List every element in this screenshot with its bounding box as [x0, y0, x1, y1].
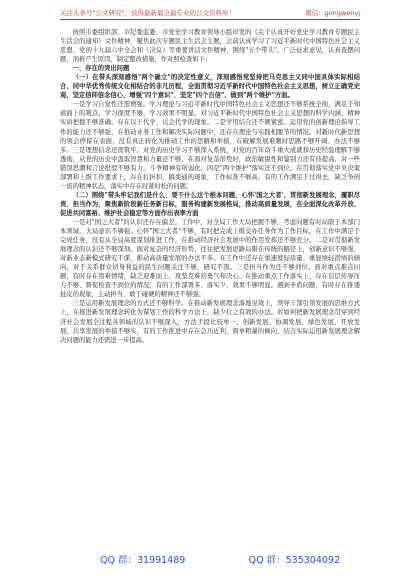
header-promo-text: 关注头条号"公文研究"，获得最新最全最专业的公文资料库！	[60, 9, 235, 17]
subsection-heading-1: （一）在带头深刻感悟"两个确立"的决定性意义，深刻感悟党坚持把马克思主义同中国具体实际相结合、同中华优秀传统文化相结合的非凡历程，全面贯彻习近平新时代中国特色社会主义思想，树立正确党史观，坚定信仰信念信心，增强"四个意识"、坚定"四个自信"、做到"两个维护"方面。	[60, 74, 360, 100]
section-heading: 一、存在的突出问题	[72, 65, 130, 73]
page-footer	[100, 552, 340, 566]
subsection-heading-2: （二）围绕"带头牢记我们是什么、要干什么这个根本问题，心怀'国之大者'，贯彻新发展理念，履职尽责、担当作为，聚焦新阶段新任务新目标，服务构建新发展格局，推动高质量发展，在全面深化改革开放、促进共同富裕、维护社会稳定等方面作出表率方面	[60, 191, 360, 217]
footer-qq-group-2: QQ 群：535304092	[248, 555, 340, 566]
page-header	[60, 8, 360, 20]
footer-qq-group-1: QQ 群：31991489	[100, 555, 186, 566]
document-body	[60, 28, 360, 345]
body-paragraph-2: 一是对"国之大者"的认识还存在偏差。工作中，对全局工作大局把握不够，考虑问题有时局限于本部门本领域，大局意识不够强。心怀"国之大者"不够，有时把完成上级交办任务作为工作目标，在工作中满足于完成任务，没有从全局高度谋划推进工作，在推动经济社会发展中的作用发挥还不够充分。二是对贯彻新发展理念的认识还不够深刻。面对复杂的经济形势，往往把发展思路局限在传统的路径上，创新意识不够强，对新业态新模式研究不深，推动高质量发展的办法不多。在工作中还存在重速度轻质量、重显绩轻潜绩的倾向，对于关系群众切身利益的民生问题关注不够，研究不深。三是担当作为还不够到位。面对重点难点问题，有时存在畏难情绪，缺乏迎难而上、攻坚克难的勇气和决心。在推动重点工作落实上，存在层层传导压力不够、督促检查不到位的情况，有的工作部署多、落实少，效果不够明显。遇到矛盾问题，有时存在推诿扯皮的现象，主动担当、敢于碰硬的精神还不够强。	[60, 218, 360, 299]
body-paragraph-1: 一是学习自觉性还需增强。学习理论与习近平新时代中国特色社会主义思想还不够系统全面，满足于知道面上的观点，学习深度不够，学习效果不明显。对习近平新时代中国特色社会主义思想的科学内涵、精神实质把握不够准确，存在以干代学、以会代学的现象。二是学用结合还不够紧密。运用党的创新理论指导工作的能力还不够强，在推动业务工作和解决实际问题中，还存在理论与实践相脱节的情况。对新时代新思想的领会停留在表面，没有真正转化为推动工作的思路和举措，在破解发展难题时思路不够开阔、办法不够多。三是理想信念还需筑牢。对党的历史学习不够深入系统，对党的百年奋斗重大成就和历史经验理解不够透彻，从党的历史中汲取智慧和力量还不够，在面对复杂形势时，政治敏锐性和鉴别力还有待提高，对一些错误思潮和言论批驳不够有力，斗争精神有所弱化。四是"两个维护"落实还不到位。在贯彻落实党中央决策部署和上级工作要求上，存在打折扣、搞变通的现象，工作标准不够高，有的工作满足于过得去，缺乏争创一流的精神状态，落实中存在时紧时松的问题。	[60, 101, 360, 190]
intro-paragraph: 按照市委组织部、市纪委监委、市党史学习教育领导小组印发的《关于认真开好党史学习教育专题民主生活会的通知》文件精神，聚焦此次专题民主生活会主题，会前认真学习了习近平新时代中国特色社会主义思想、党的十九届六中全会和《决议》等重要讲话文件精神，围绕"五个带头"，广泛征求意见，认真查摆问题，剖析产生原因，制定整改措施，作对照检查如下：	[60, 29, 360, 64]
header-wechat-text: 微信：gongwenyj	[305, 9, 360, 17]
body-paragraph-3: 三是运用新发展理念的方式还不够科学。在推动新发展理念落地见效上，领导干部引领发展的思维方式上，在推进新发展理念转化为谋划工作的科学方法上，缺少行之有效的办法。对如何把新发展理念贯穿到经济社会发展全过程各领域的认识不够深入，方法手段比较单一，创新发展、协调发展、绿色发展、开放发展、共享发展的举措不够实，有的工作推进中存在急功近利、简单粗暴的倾向，结合实际运用新发展理念解决问题的能力还需进一步提高。	[60, 300, 360, 344]
